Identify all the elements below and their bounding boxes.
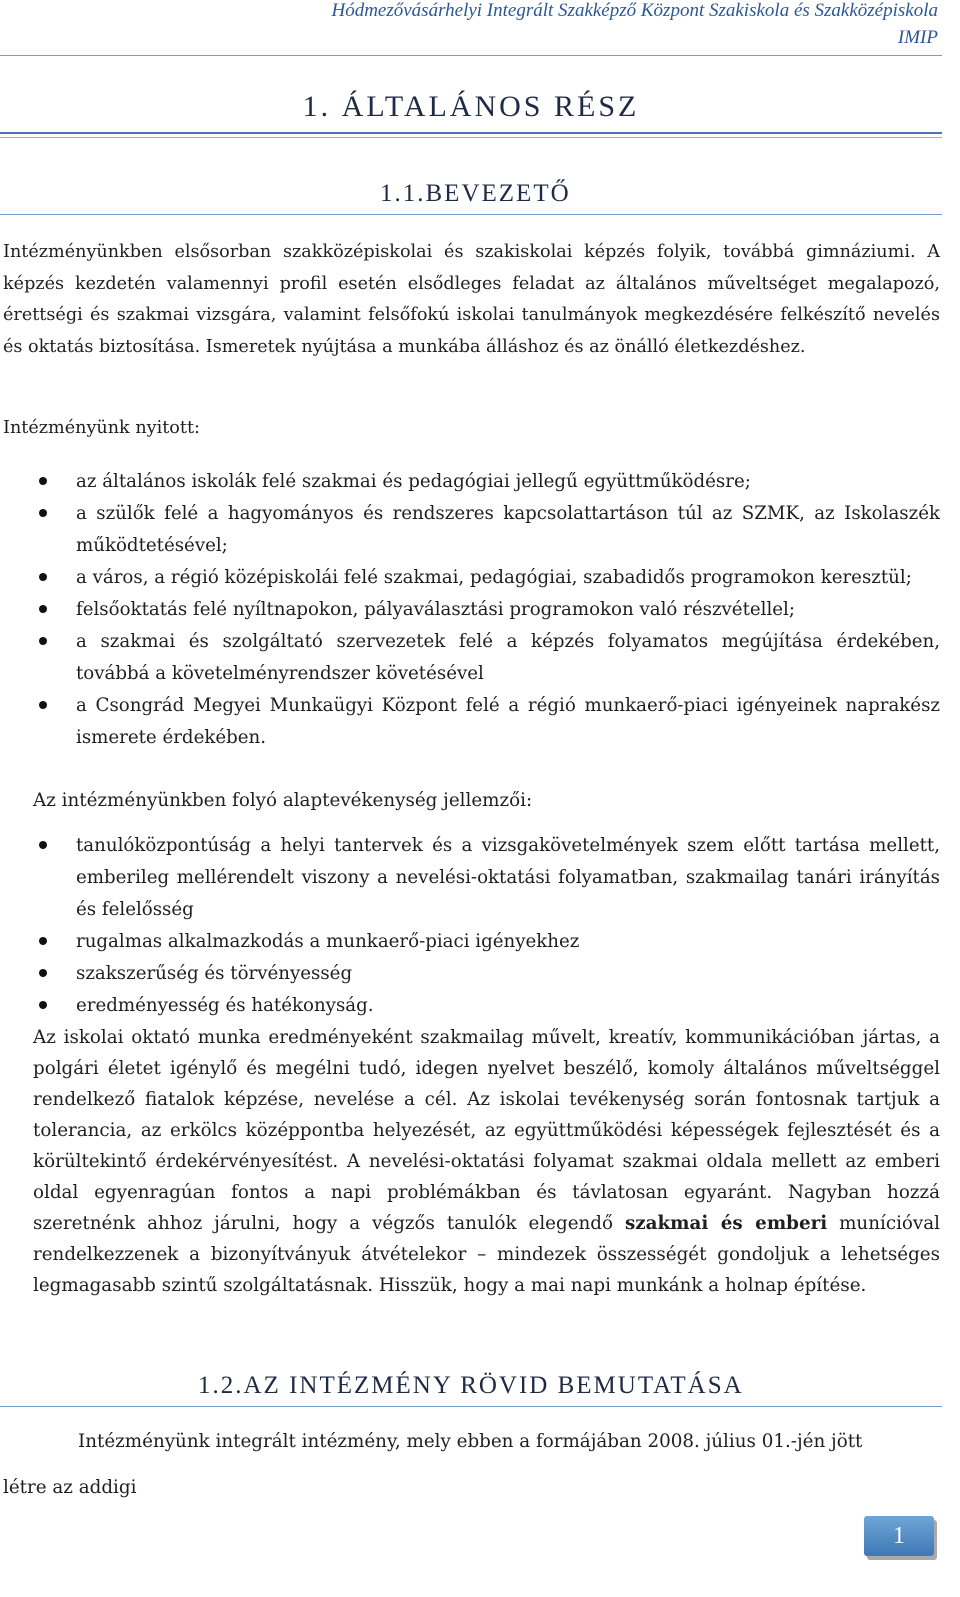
list-item: a szülők felé a hagyományos és rendszeres kapcsolattartáson túl az SZMK, az Iskolaszék működtetésével; bbox=[0, 498, 960, 562]
list-item: eredményesség és hatékonyság. bbox=[0, 990, 960, 1022]
subsection-divider-1 bbox=[0, 214, 942, 215]
header-divider bbox=[0, 55, 942, 56]
section-title: 1. ÁLTALÁNOS RÉSZ bbox=[302, 90, 640, 123]
bullet-icon bbox=[39, 937, 47, 945]
list-item: a város, a régió középiskolái felé szakmai, pedagógiai, szabadidős programokon keresztül; bbox=[0, 562, 960, 594]
open-list bbox=[0, 466, 960, 754]
list-item: szakszerűség és törvényesség bbox=[0, 958, 960, 990]
presentation-line-2: létre az addigi bbox=[3, 1477, 137, 1498]
bullet-icon bbox=[39, 637, 47, 645]
section-title-underline bbox=[0, 132, 942, 138]
closing-paragraph: Az iskolai oktató munka eredményeként szakmailag művelt, kreatív, kommunikációban jártas, a polgári életet igénylő és megélni tudó, idegen nyelvet beszélő, komoly általános műveltséggel rendelkező fiatalok képzése, nevelése a cél. Az iskolai tevékenység során fontosnak tartjuk a tolerancia, az erkölcs középpontba helyezését, az együttműködési képességek fejlesztését és a körültekintő érdekérvényesítést. A nevelési-oktatási folyamat szakmai oldala mellett az emberi oldal egyenragúan fontos a napi problémákban és távlatosan egyaránt. Nagyban hozzá szeretnénk ahhoz járulni, hogy a végzős tanulók elegendő szakmai és emberi munícióval rendelkezzenek a bizonyítványuk átvételekor – mindezek összességét gondoljuk a lehetséges legmagasabb szintű szolgáltatásnak. Hisszük, hogy a mai napi munkánk a holnap építése. bbox=[33, 1027, 940, 1296]
bullet-icon bbox=[39, 969, 47, 977]
bullet-icon bbox=[39, 573, 47, 581]
bullet-icon bbox=[39, 701, 47, 709]
bullet-icon bbox=[39, 605, 47, 613]
header-school-name: Hódmezővásárhelyi Integrált Szakképző Központ Szakiskola és Szakközépiskola bbox=[331, 0, 938, 21]
list-item: a Csongrád Megyei Munkaügyi Központ felé a régió munkaerő-piaci igényeinek naprakész ismerete érdekében. bbox=[0, 690, 960, 754]
page-number-badge bbox=[864, 1516, 934, 1556]
emphasis-text: szakmai és emberi bbox=[624, 1213, 828, 1234]
list-item: felsőoktatás felé nyíltnapokon, pályaválasztási programokon való részvétellel; bbox=[0, 594, 960, 626]
list-item: a szakmai és szolgáltató szervezetek felé a képzés folyamatos megújítása érdekében, továbbá a követelményrendszer követésével bbox=[0, 626, 960, 690]
features-list-label: Az intézményünkben folyó alaptevékenység jellemzői: bbox=[33, 790, 533, 811]
features-list bbox=[0, 830, 960, 1022]
subsection-title-bevezeto: 1.1.BEVEZETŐ bbox=[380, 180, 571, 207]
intro-paragraph: Intézményünkben elsősorban szakközépiskolai és szakiskolai képzés folyik, továbbá gimnáziumi. A képzés kezdetén valamennyi profil esetén elsődleges feladat az általános műveltséget megalapozó, érettségi és szakmai vizsgára, valamint felsőfokú iskolai tanulmányok megkezdésére felkészítő nevelés és oktatás biztosítása. Ismeretek nyújtása a munkába álláshoz és az önálló életkezdéshez. bbox=[3, 242, 940, 357]
bullet-icon bbox=[39, 841, 47, 849]
bullet-icon bbox=[39, 477, 47, 485]
open-list-label: Intézményünk nyitott: bbox=[3, 418, 200, 438]
list-item: rugalmas alkalmazkodás a munkaerő-piaci igényekhez bbox=[0, 926, 960, 958]
list-item: az általános iskolák felé szakmai és pedagógiai jellegű együttműködésre; bbox=[0, 466, 960, 498]
page-number: 1 bbox=[893, 1523, 905, 1549]
list-item: tanulóközpontúság a helyi tantervek és a vizsgakövetelmények szem előtt tartása mellett, emberileg mellérendelt viszony a nevelési-oktatási folyamatban, szakmailag tanári irányítás és felelősség bbox=[0, 830, 960, 926]
header-doc-code: IMIP bbox=[897, 27, 938, 48]
presentation-line-1: Intézményünk integrált intézmény, mely ebben a formájában 2008. július 01.-jén jött bbox=[78, 1431, 863, 1452]
subsection-title-bemutatas: 1.2.AZ INTÉZMÉNY RÖVID BEMUTATÁSA bbox=[198, 1372, 744, 1399]
subsection-divider-2 bbox=[0, 1406, 942, 1407]
bullet-icon bbox=[39, 509, 47, 517]
bullet-icon bbox=[39, 1001, 47, 1009]
